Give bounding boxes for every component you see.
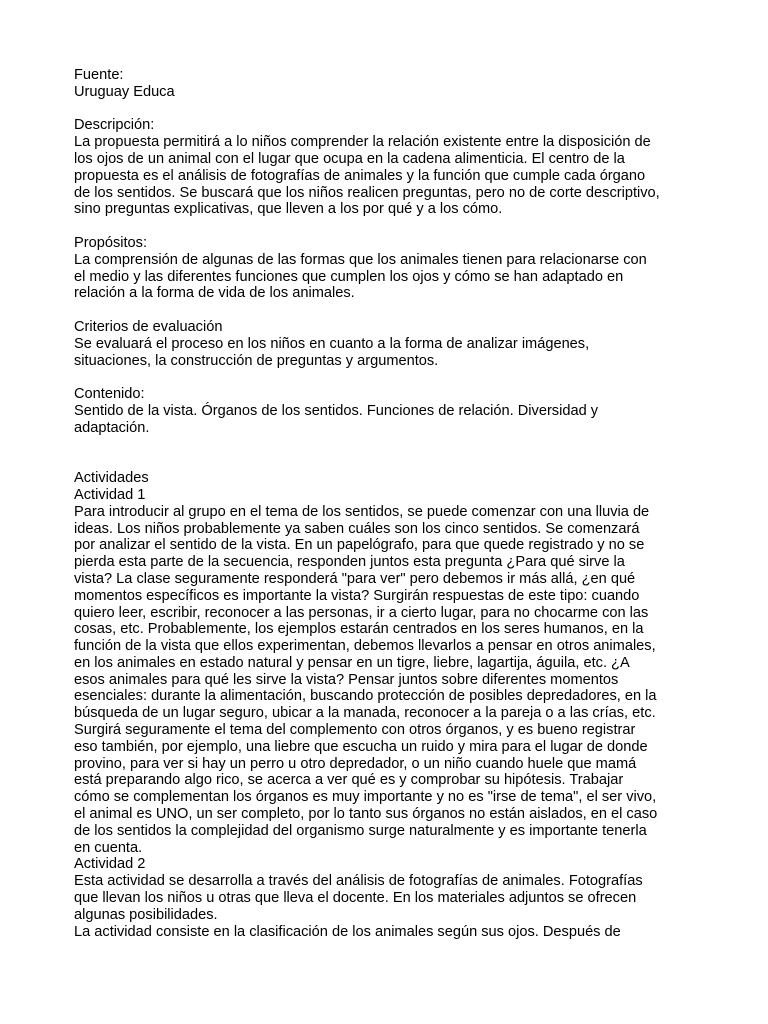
text-line: función de la vista que ellos experimentan, debemos llevarlos a pensar en otros animales,: [74, 638, 656, 655]
text-line: de los sentidos. Se buscará que los niños realicen preguntas, pero no de corte descriptivo,: [74, 184, 660, 201]
text-line: búsqueda de un lugar seguro, ubicar a la manada, reconocer a la pareja o a las crías, etc.: [74, 705, 656, 722]
blank-line: [74, 453, 704, 470]
text-line: por analizar el sentido de la vista. En un papelógrafo, para que quede registrado y no se: [74, 537, 645, 554]
text-line: Actividades: [74, 470, 149, 487]
document-text: [74, 67, 704, 940]
text-line: Criterios de evaluación: [74, 318, 223, 335]
blank-line: [74, 437, 704, 454]
text-line: algunas posibilidades.: [74, 906, 218, 923]
text-line: Contenido:: [74, 386, 145, 403]
text-line: relación a la forma de vida de los animales.: [74, 285, 355, 302]
text-line: que llevan los niños u otras que lleva el docente. En los materiales adjuntos se ofrecen: [74, 890, 637, 907]
text-line: Propósitos:: [74, 234, 148, 251]
text-line: La comprensión de algunas de las formas que los animales tienen para relacionarse con: [74, 251, 647, 268]
text-line: está preparando algo rico, se acerca a ver qué es y comprobar su hipótesis. Trabajar: [74, 772, 624, 789]
text-line: en cuenta.: [74, 839, 143, 856]
text-line: propuesta es el análisis de fotografías de animales y la función que cumple cada órgano: [74, 167, 646, 184]
text-line: cosas, etc. Probablemente, los ejemplos estarán centrados en los seres humanos, en la: [74, 621, 644, 638]
text-line: cómo se complementan los órganos es muy importante y no es "irse de tema", el ser vivo,: [74, 789, 657, 806]
text-line: Uruguay Educa: [74, 83, 175, 100]
text-line: el animal es UNO, un ser completo, por lo tanto sus órganos no están aislados, en el caso: [74, 806, 658, 823]
text-line: Actividad 2: [74, 856, 146, 873]
blank-line: [74, 101, 704, 118]
text-line: Sentido de la vista. Órganos de los sentidos. Funciones de relación. Diversidad y: [74, 402, 599, 419]
text-line: Se evaluará el proceso en los niños en cuanto a la forma de analizar imágenes,: [74, 335, 590, 352]
text-line: sino preguntas explicativas, que lleven a los por qué y a los cómo.: [74, 201, 503, 218]
text-line: La actividad consiste en la clasificación de los animales según sus ojos. Después de: [74, 923, 621, 940]
text-line: situaciones, la construcción de preguntas y argumentos.: [74, 352, 439, 369]
text-line: eso también, por ejemplo, una liebre que escucha un ruido y mira para el lugar de donde: [74, 738, 648, 755]
text-line: esenciales: durante la alimentación, buscando protección de posibles depredadores, en la: [74, 688, 657, 705]
text-line: pierda esta parte de la secuencia, responden juntos esta pregunta ¿Para qué sirve la: [74, 554, 625, 571]
text-line: provino, para ver si hay un perro u otro depredador, o un niño cuando huele que mamá: [74, 755, 637, 772]
text-line: en los animales en estado natural y pensar en un tigre, liebre, lagartija, águila, etc. ¿A: [74, 654, 630, 671]
text-line: Actividad 1: [74, 486, 146, 503]
blank-line: [74, 369, 704, 386]
blank-line: [74, 302, 704, 319]
text-line: Descripción:: [74, 117, 155, 134]
text-line: Surgirá seguramente el tema del complemento con otros órganos, y es bueno registrar: [74, 722, 636, 739]
text-line: ideas. Los niños probablemente ya saben cuáles son los cinco sentidos. Se comenzará: [74, 520, 640, 537]
text-line: quiero leer, escribir, reconocer a las personas, ir a cierto lugar, para no chocarme con las: [74, 604, 649, 621]
text-line: el medio y las diferentes funciones que cumplen los ojos y cómo se han adaptado en: [74, 268, 624, 285]
text-line: de los sentidos la complejidad del organismo surge naturalmente y es importante tenerla: [74, 822, 647, 839]
text-line: La propuesta permitirá a lo niños comprender la relación existente entre la disposición de: [74, 134, 651, 151]
text-line: adaptación.: [74, 419, 150, 436]
blank-line: [74, 218, 704, 235]
text-line: momentos específicos es importante la vista? Surgirán respuestas de este tipo: cuando: [74, 587, 640, 604]
text-line: los ojos de un animal con el lugar que ocupa en la cadena alimenticia. El centro de la: [74, 150, 625, 167]
text-line: Para introducir al grupo en el tema de los sentidos, se puede comenzar con una lluvia de: [74, 503, 650, 520]
text-line: Fuente:: [74, 67, 124, 83]
text-line: Esta actividad se desarrolla a través del análisis de fotografías de animales. Fotografías: [74, 873, 643, 890]
text-line: esos animales para qué les sirve la vista? Pensar juntos sobre diferentes momentos: [74, 671, 619, 688]
text-line: vista? La clase seguramente responderá "para ver" pero debemos ir más allá, ¿en qué: [74, 570, 636, 587]
